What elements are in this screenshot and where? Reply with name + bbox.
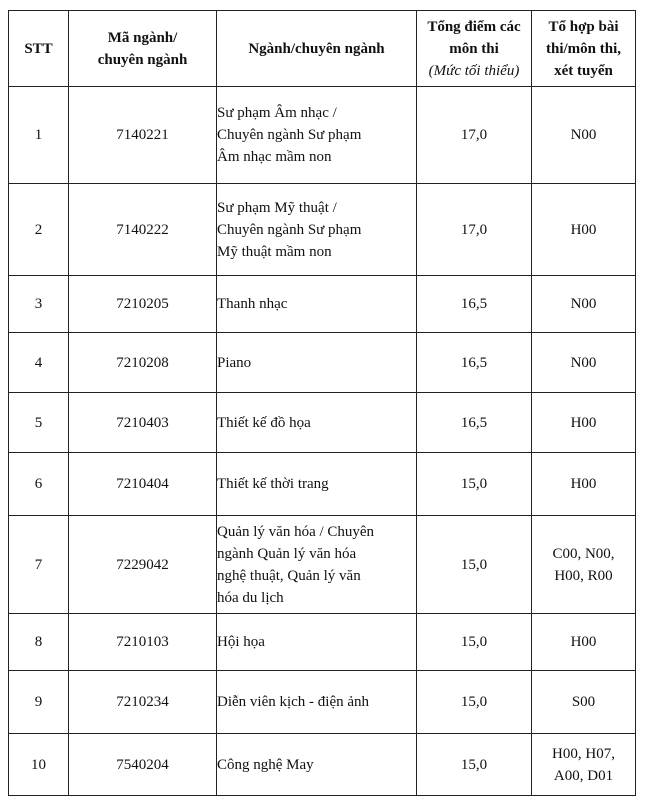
code-text: 7210205 — [116, 296, 169, 312]
header-combo — [532, 11, 636, 87]
score-cell — [417, 734, 532, 796]
name-cell — [217, 614, 417, 671]
name-line: Thiết kế thời trang — [217, 476, 329, 492]
combo-line: H00 — [570, 221, 597, 238]
name-line: Hội họa — [217, 634, 265, 650]
header-score-line2: môn thi — [449, 40, 499, 57]
code-text: 7210404 — [116, 476, 169, 492]
stt-cell — [9, 333, 69, 393]
code-text: 7540204 — [116, 756, 169, 773]
code-cell — [69, 184, 217, 276]
score-text: 17,0 — [460, 221, 488, 238]
stt-cell — [9, 453, 69, 516]
score-text: 16,5 — [460, 296, 488, 312]
stt-cell — [9, 276, 69, 333]
combo-cell — [532, 671, 636, 734]
code-text: 7229042 — [116, 556, 169, 573]
code-cell — [69, 333, 217, 393]
code-cell — [69, 671, 217, 734]
table-row — [9, 87, 636, 184]
code-cell — [69, 516, 217, 614]
header-score-note: (Mức tối thiểu) — [428, 62, 520, 79]
code-text: 7140222 — [116, 221, 169, 238]
stt-text: 6 — [34, 476, 43, 492]
score-text: 17,0 — [460, 127, 488, 143]
combo-line: H00 — [570, 634, 597, 650]
name-cell — [217, 184, 417, 276]
combo-line: N00 — [570, 127, 597, 143]
table-row — [9, 276, 636, 333]
table-body — [9, 87, 636, 796]
code-text: 7210234 — [116, 694, 169, 710]
header-stt-text: STT — [24, 40, 53, 57]
combo-cell — [532, 516, 636, 614]
score-text: 15,0 — [460, 634, 488, 650]
score-cell — [417, 453, 532, 516]
header-score-line1: Tổng điểm các — [427, 18, 521, 35]
score-cell — [417, 516, 532, 614]
table-row — [9, 453, 636, 516]
stt-text: 3 — [34, 296, 43, 312]
header-code — [69, 11, 217, 87]
header-stt — [9, 11, 69, 87]
name-line: Mỹ thuật mầm non — [217, 243, 332, 260]
admission-score-table — [8, 10, 636, 796]
code-cell — [69, 87, 217, 184]
name-line: nghệ thuật, Quản lý văn — [217, 567, 361, 584]
name-line: ngành Quản lý văn hóa — [217, 545, 357, 562]
combo-line: S00 — [571, 694, 596, 710]
score-text: 15,0 — [460, 556, 488, 573]
score-text: 16,5 — [460, 354, 488, 371]
table-row — [9, 333, 636, 393]
combo-line: C00, N00, — [552, 545, 615, 562]
code-text: 7210103 — [116, 634, 169, 650]
stt-text: 4 — [34, 354, 43, 371]
score-cell — [417, 614, 532, 671]
name-cell — [217, 333, 417, 393]
code-text: 7210403 — [116, 414, 169, 431]
header-combo-line3: xét tuyển — [554, 62, 613, 79]
score-cell — [417, 276, 532, 333]
code-cell — [69, 393, 217, 453]
stt-text: 7 — [34, 556, 43, 573]
name-line: Thiết kế đồ họa — [217, 414, 311, 431]
table-row — [9, 184, 636, 276]
name-cell — [217, 453, 417, 516]
combo-line: H00, R00 — [554, 567, 613, 584]
name-line: Piano — [217, 354, 252, 371]
header-name-text: Ngành/chuyên ngành — [248, 40, 385, 57]
code-text: 7210208 — [116, 354, 169, 371]
header-code-line2: chuyên ngành — [97, 51, 188, 68]
header-code-line1: Mã ngành/ — [107, 29, 178, 46]
stt-text: 10 — [31, 756, 46, 773]
header-name — [217, 11, 417, 87]
stt-text: 1 — [34, 127, 43, 143]
header-row — [9, 11, 636, 87]
score-cell — [417, 393, 532, 453]
combo-cell — [532, 276, 636, 333]
table-row — [9, 516, 636, 614]
stt-text: 8 — [34, 634, 43, 650]
combo-cell — [532, 614, 636, 671]
name-line: hóa du lịch — [217, 589, 284, 606]
score-cell — [417, 184, 532, 276]
name-cell — [217, 393, 417, 453]
header-combo-line1: Tổ hợp bài — [548, 18, 619, 35]
name-line: Chuyên ngành Sư phạm — [217, 221, 362, 238]
combo-line: H00 — [570, 476, 597, 492]
stt-cell — [9, 87, 69, 184]
name-line: Quản lý văn hóa / Chuyên — [217, 523, 375, 540]
name-cell — [217, 516, 417, 614]
code-cell — [69, 734, 217, 796]
score-text: 15,0 — [460, 694, 488, 710]
name-line: Chuyên ngành Sư phạm — [217, 127, 362, 143]
stt-cell — [9, 393, 69, 453]
stt-cell — [9, 671, 69, 734]
name-line: Thanh nhạc — [217, 296, 288, 312]
combo-cell — [532, 393, 636, 453]
combo-line: N00 — [570, 296, 597, 312]
table-row — [9, 614, 636, 671]
stt-text: 9 — [34, 694, 43, 710]
code-cell — [69, 453, 217, 516]
name-line: Sư phạm Âm nhạc / — [217, 105, 337, 121]
header-score — [417, 11, 532, 87]
combo-line: H00 — [570, 414, 597, 431]
name-cell — [217, 87, 417, 184]
stt-cell — [9, 734, 69, 796]
name-line: Diễn viên kịch - điện ảnh — [217, 694, 370, 710]
name-line: Âm nhạc mầm non — [217, 149, 332, 165]
name-cell — [217, 671, 417, 734]
code-cell — [69, 614, 217, 671]
score-cell — [417, 333, 532, 393]
stt-cell — [9, 614, 69, 671]
table-row — [9, 734, 636, 796]
stt-cell — [9, 184, 69, 276]
combo-cell — [532, 453, 636, 516]
name-line: Công nghệ May — [217, 756, 314, 773]
stt-text: 2 — [34, 221, 43, 238]
score-cell — [417, 87, 532, 184]
score-text: 16,5 — [460, 414, 488, 431]
score-text: 15,0 — [460, 476, 488, 492]
score-text: 15,0 — [460, 756, 488, 773]
table-row — [9, 393, 636, 453]
code-cell — [69, 276, 217, 333]
name-cell — [217, 276, 417, 333]
code-text: 7140221 — [116, 127, 169, 143]
name-line: Sư phạm Mỹ thuật / — [217, 199, 337, 216]
combo-cell — [532, 333, 636, 393]
combo-line: N00 — [570, 354, 597, 371]
combo-cell — [532, 87, 636, 184]
combo-cell — [532, 184, 636, 276]
header-combo-line2: thi/môn thi, — [545, 40, 621, 57]
stt-cell — [9, 516, 69, 614]
table-row — [9, 671, 636, 734]
score-cell — [417, 671, 532, 734]
stt-text: 5 — [34, 414, 43, 431]
combo-cell — [532, 734, 636, 796]
combo-line: A00, D01 — [553, 767, 614, 784]
combo-line: H00, H07, — [552, 745, 615, 762]
name-cell — [217, 734, 417, 796]
